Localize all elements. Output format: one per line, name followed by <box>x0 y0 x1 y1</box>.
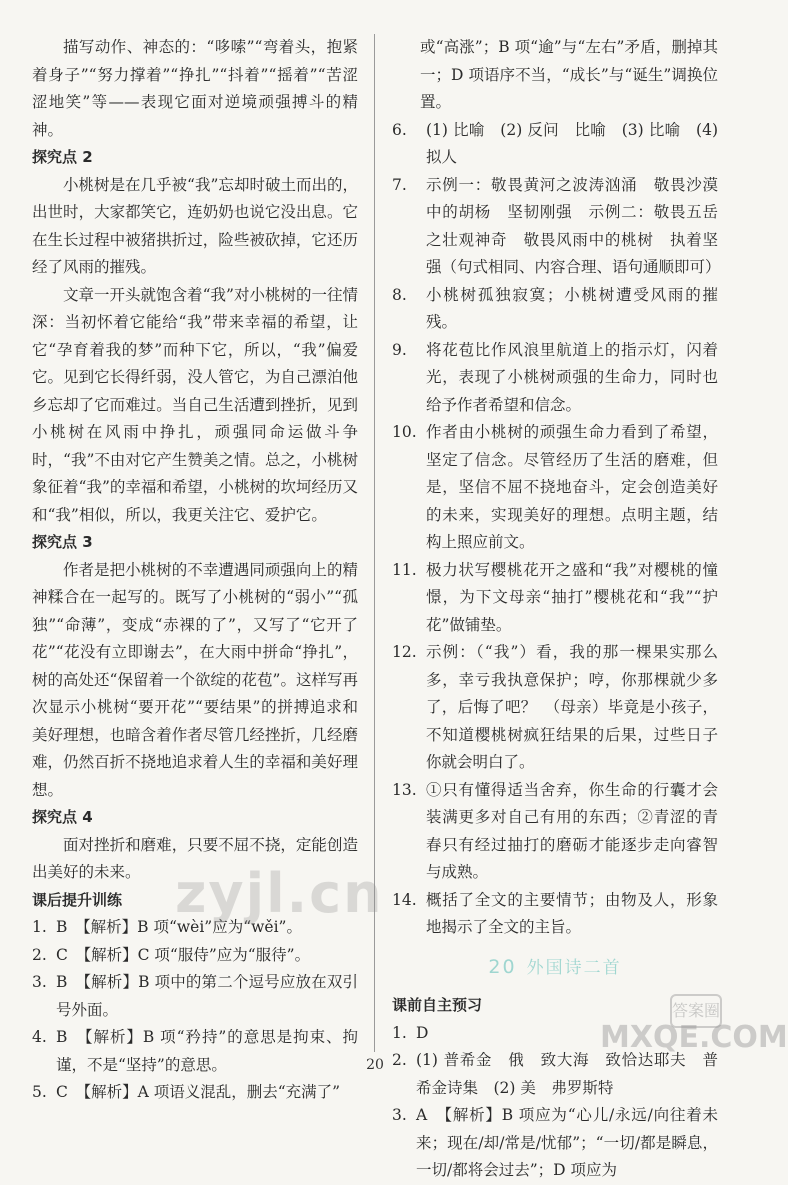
left-column <box>32 34 358 1107</box>
item-number: 12. <box>392 643 417 661</box>
watermark: zyjl.cn <box>175 862 384 925</box>
item-text: B 【解析】B 项中的第二个逗号应放在双引号外面。 <box>56 973 358 1019</box>
list-item <box>32 942 358 970</box>
item-number: 2. <box>32 945 47 964</box>
item-text: 示例一：敬畏黄河之波涛汹涌 敬畏沙漠中的胡杨 坚韧刚强 示例二：敬畏五岳之壮观神奇 敬畏风雨中的桃树 执着坚强（句式相同、内容合理、语句通顺即可） <box>426 175 721 276</box>
item-number: 6. <box>392 120 407 139</box>
heading-explore-3: 探究点 3 <box>32 533 93 551</box>
list-item <box>32 969 358 1024</box>
explore-3-paragraph: 作者是把小桃树的不幸遭遇同顽强向上的精神糅合在一起写的。既写了小桃树的“弱小”“孤独”“命薄”，变成“赤裸的了”，又写了“它开了花”“花没有立即谢去”，在大雨中拼命“挣扎”，树的高处还“保留着一个欲绽的花苞”。这样写再次显示小桃树“要开花”“要结果”的拼搏追求和美好理想，也暗含着作者尽管几经挫折，几经磨难，仍然百折不挠地追求着人生的幸福和美好理想。 <box>32 560 358 799</box>
item-text: 小桃树孤独寂寞；小桃树遭受风雨的摧残。 <box>426 285 718 331</box>
lesson-title <box>392 954 718 983</box>
lesson-number: 20 <box>488 955 517 978</box>
item-number: 5. <box>32 1083 47 1101</box>
list-item <box>392 887 718 942</box>
section-after-class-training: 课后提升训练 <box>32 890 123 909</box>
item-number: 10. <box>392 423 417 441</box>
item-number: 9. <box>392 340 407 359</box>
watermark-badge: 答案圈 <box>670 994 722 1028</box>
heading-explore-4: 探究点 4 <box>32 808 93 826</box>
item-number: 3. <box>32 973 47 991</box>
item-text: (1) 普希金 俄 致大海 致恰达耶夫 普希金诗集 (2) 美 弗罗斯特 <box>416 1051 718 1097</box>
lesson-name: 外国诗二首 <box>526 957 622 978</box>
item-text: B 【解析】B 项“wèi”应为“wěi”。 <box>56 918 302 936</box>
item-number: 2. <box>392 1051 407 1069</box>
item-number: 3. <box>392 1106 407 1124</box>
watermark-site: MXQE.COM <box>600 1020 788 1055</box>
item-number: 7. <box>392 175 407 194</box>
explore-4-paragraph: 面对挫折和磨难，只要不屈不挠，定能创造出美好的未来。 <box>32 835 358 881</box>
list-item <box>392 337 718 420</box>
list-item <box>32 1079 358 1107</box>
item-number: 4. <box>32 1028 47 1046</box>
heading-explore-2: 探究点 2 <box>32 148 93 166</box>
list-item <box>392 777 718 887</box>
explore-2-paragraph-a: 小桃树是在几乎被“我”忘却时破土而出的，出世时，大家都笑它，连奶奶也说它没出息。它在生长过程中被猪拱折过，险些被砍掉，它还历经了风雨的摧残。 <box>32 175 358 276</box>
item-text: 示例：（“我”）看，我的那一棵果实那么多，幸亏我执意保护；哼，你那棵就少多了，后悔了吧？ （母亲）毕竟是小孩子，不知道樱桃树疯狂结果的后果，过些日子你就会明白了。 <box>426 643 718 771</box>
item-number: 13. <box>392 780 417 799</box>
item-text: A 【解析】B 项应为“心儿/永远/向往着未来；现在/却/常是/忧郁”；“一切/都是瞬息，一切/都将会过去”；D 项应为 <box>416 1106 718 1179</box>
item-number: 14. <box>392 890 417 909</box>
item-text: 将花苞比作风浪里航道上的指示灯，闪着光，表现了小桃树顽强的生命力，同时也给予作者希望和信念。 <box>426 340 718 414</box>
item-number: 11. <box>392 560 417 579</box>
item-text: C 【解析】A 项语义混乱，删去“充满了” <box>56 1083 341 1101</box>
list-item <box>392 639 718 777</box>
item-number: 1. <box>32 918 47 936</box>
item-text: D <box>416 1023 429 1042</box>
item-text: 极力状写樱桃花开之盛和“我”对樱桃的憧憬，为下文母亲“抽打”樱桃花和“我”“护花”做铺垫。 <box>426 560 718 634</box>
list-item <box>392 282 718 337</box>
item-text: 概括了全文的主要情节；由物及人，形象地揭示了全文的主旨。 <box>426 890 718 936</box>
explore-2-paragraph-b: 文章一开头就饱含着“我”对小桃树的一往情深：当初怀着它能给“我”带来幸福的希望，让它“孕育着我的梦”而种下它，所以，“我”偏爱它。见到它长得纤弱，没人管它，为自己漂泊他乡忘却了它而难过。当自己生活遭到挫折，见到小桃树在风雨中挣扎，顽强同命运做斗争时，“我”不由对它产生赞美之情。总之，小桃树象征着“我”的幸福和希望，小桃树的坎坷经历又和“我”相似，所以，我更关注它、爱护它。 <box>32 285 358 524</box>
list-item <box>392 172 721 282</box>
item-text: 作者由小桃树的顽强生命力看到了希望，坚定了信念。尽管经历了生活的磨难，但是，坚信不屈不挠地奋斗，定会创造美好的未来，实现美好的理想。点明主题，结构上照应前文。 <box>426 423 718 551</box>
item-number: 1. <box>392 1023 407 1042</box>
intro-paragraph: 描写动作、神态的：“哆嗦”“弯着头，抱紧着身子”“努力撑着”“挣扎”“抖着”“摇着”“苦涩涩地笑”等——表现它面对逆境顽强搏斗的精神。 <box>32 38 358 139</box>
page-number: 20 <box>366 1057 384 1073</box>
list-item <box>392 557 718 640</box>
item-text: C 【解析】C 项“服侍”应为“服待”。 <box>56 945 311 964</box>
continuation-text: 或“高涨”；B 项“逾”与“左右”矛盾，删掉其一；D 项语序不当，“成长”与“诞生”调换位置。 <box>420 38 718 111</box>
list-item <box>392 419 718 557</box>
list-item <box>392 1102 718 1185</box>
list-item <box>392 117 718 172</box>
section-pre-class-preview: 课前自主预习 <box>392 996 483 1014</box>
item-text: ①只有懂得适当舍弃，你生命的行囊才会装满更多对自己有用的东西；②青涩的青春只有经过抽打的磨砺才能逐步走向睿智与成熟。 <box>426 780 718 881</box>
item-text: (1) 比喻 (2) 反问 比喻 (3) 比喻 (4) 拟人 <box>426 120 718 166</box>
item-text: B 【解析】B 项“矜持”的意思是拘束、拘谨，不是“坚持”的意思。 <box>56 1028 358 1074</box>
item-number: 8. <box>392 285 407 304</box>
